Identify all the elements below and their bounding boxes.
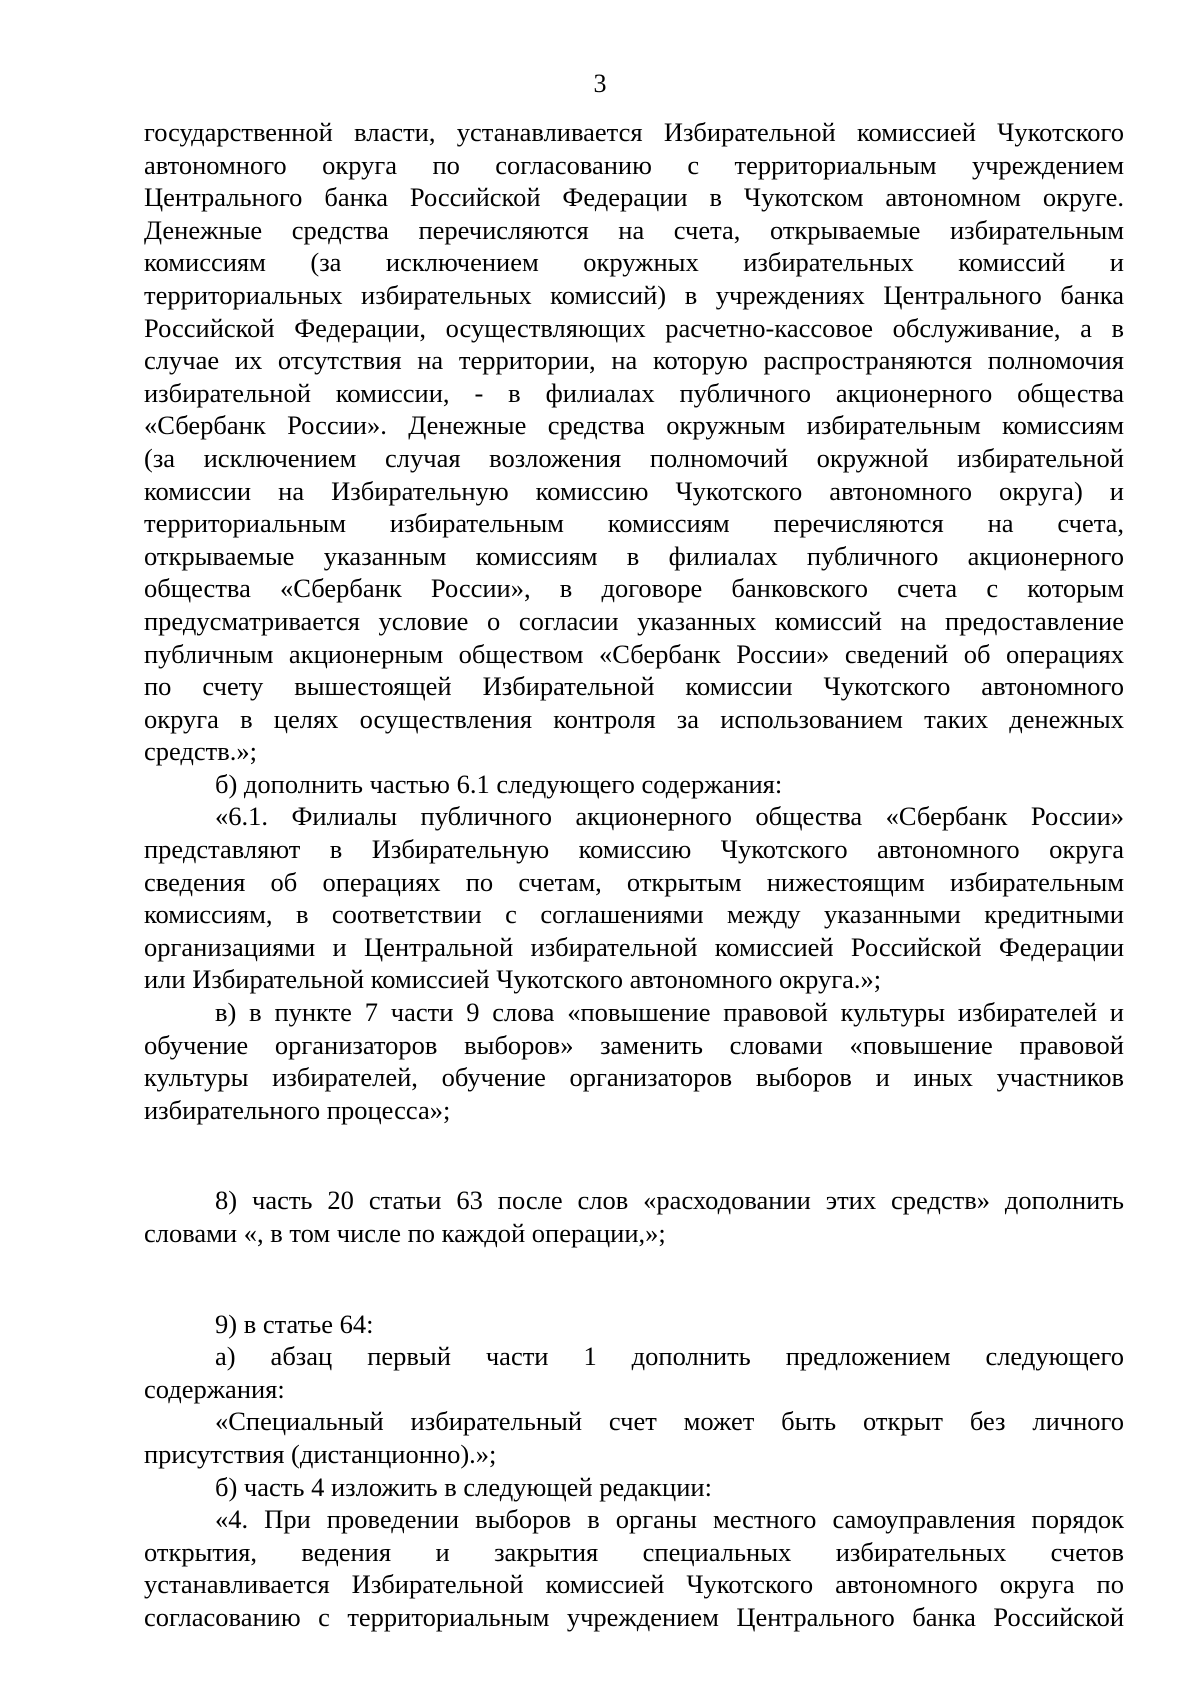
paragraph-p4: [144, 996, 1124, 1126]
text-line: сведения об операциях по счетам, открытым нижестоящим избирательным: [144, 866, 1124, 897]
text-line: публичным акционерным обществом «Сбербанк России» сведений об операциях: [144, 638, 1124, 669]
text-line: «6.1. Филиалы публичного акционерного общества «Сбербанк России»: [215, 801, 1124, 832]
paragraph-p1: [144, 116, 1124, 768]
paragraph-gap: [144, 1126, 1124, 1184]
text-line: 8) часть 20 статьи 63 после слов «расходовании этих средств» дополнить: [215, 1185, 1124, 1216]
text-line: предусматривается условие о согласии указанных комиссий на предоставление: [144, 605, 1124, 636]
paragraph-gap: [144, 1250, 1124, 1308]
text-line: округа в целях осуществления контроля за использованием таких денежных: [144, 703, 1124, 734]
text-line: словами «, в том числе по каждой операции,»;: [144, 1218, 666, 1248]
paragraph-p5: [144, 1184, 1124, 1249]
text-line: (за исключением случая возложения полномочий окружной избирательной: [144, 442, 1124, 473]
document-body: [144, 116, 1124, 1634]
text-line: открытия, ведения и закрытия специальных избирательных счетов: [144, 1536, 1124, 1567]
text-line: Денежные средства перечисляются на счета, открываемые избирательным: [144, 214, 1124, 245]
text-line: комиссии на Избирательную комиссию Чукотского автономного округа) и: [144, 475, 1124, 506]
text-line: государственной власти, устанавливается Избирательной комиссией Чукотского: [144, 117, 1124, 147]
text-line: Российской Федерации, осуществляющих расчетно-кассовое обслуживание, а в: [144, 312, 1124, 343]
paragraph-p6: [144, 1308, 1124, 1341]
paragraph-p3: [144, 800, 1124, 996]
text-line: 9) в статье 64:: [215, 1308, 374, 1339]
text-line: б) дополнить частью 6.1 следующего содержания:: [215, 768, 783, 799]
text-line: культуры избирателей, обучение организаторов выборов и иных участников: [144, 1062, 1124, 1093]
text-line: присутствия (дистанционно).»;: [144, 1438, 497, 1469]
text-line: а) абзац первый части 1 дополнить предложением следующего: [215, 1341, 1124, 1372]
text-line: б) часть 4 изложить в следующей редакции:: [215, 1471, 712, 1502]
text-line: Центрального банка Российской Федерации в Чукотском автономном округе.: [144, 182, 1124, 213]
text-line: содержания:: [144, 1373, 285, 1404]
text-line: случае их отсутствия на территории, на которую распространяются полномочия: [144, 345, 1124, 376]
text-line: открываемые указанным комиссиям в филиалах публичного акционерного: [144, 540, 1124, 571]
paragraph-p10: [144, 1503, 1124, 1633]
text-line: в) в пункте 7 части 9 слова «повышение правовой культуры избирателей и: [215, 997, 1124, 1028]
text-line: территориальных избирательных комиссий) в учреждениях Центрального банка: [144, 279, 1124, 310]
text-line: территориальным избирательным комиссиям перечисляются на счета,: [144, 508, 1124, 539]
text-line: устанавливается Избирательной комиссией Чукотского автономного округа по: [144, 1569, 1124, 1600]
text-line: средств.»;: [144, 736, 258, 767]
text-line: общества «Сбербанк России», в договоре банковского счета с которым: [144, 573, 1124, 604]
paragraph-p2: [144, 768, 1124, 801]
text-line: комиссиям, в соответствии с соглашениями между указанными кредитными: [144, 899, 1124, 930]
text-line: избирательного процесса»;: [144, 1094, 451, 1125]
paragraph-p8: [144, 1405, 1124, 1470]
text-line: согласованию с территориальным учреждением Центрального банка Российской: [144, 1601, 1124, 1632]
text-line: организациями и Центральной избирательной комиссией Российской Федерации: [144, 931, 1124, 962]
text-line: или Избирательной комиссией Чукотского автономного округа.»;: [144, 964, 882, 995]
text-line: «Специальный избирательный счет может быть открыт без личного: [215, 1406, 1124, 1437]
text-line: представляют в Избирательную комиссию Чукотского автономного округа: [144, 834, 1124, 865]
text-line: автономного округа по согласованию с территориальным учреждением: [144, 149, 1124, 180]
text-line: «4. При проведении выборов в органы местного самоуправления порядок: [215, 1504, 1124, 1535]
text-line: избирательной комиссии, - в филиалах публичного акционерного общества: [144, 377, 1124, 408]
paragraph-p7: [144, 1340, 1124, 1405]
paragraph-p9: [144, 1471, 1124, 1504]
text-line: «Сбербанк России». Денежные средства окружным избирательным комиссиям: [144, 410, 1124, 441]
text-line: комиссиям (за исключением окружных избирательных комиссий и: [144, 247, 1124, 278]
text-line: по счету вышестоящей Избирательной комиссии Чукотского автономного: [144, 671, 1124, 702]
text-line: обучение организаторов выборов» заменить словами «повышение правовой: [144, 1029, 1124, 1060]
page-number: 3: [593, 69, 607, 98]
